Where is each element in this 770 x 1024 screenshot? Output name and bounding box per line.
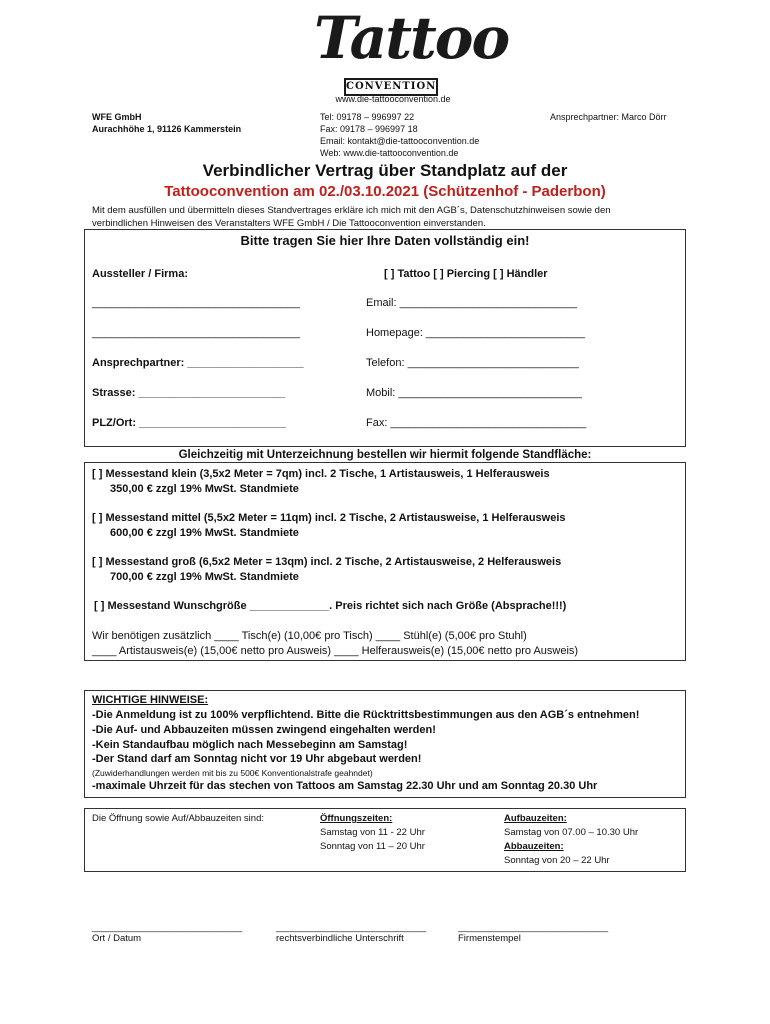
logo-convention-text: CONVENTION — [344, 78, 438, 96]
note-3: -Kein Standaufbau möglich nach Messebeginn am Samstag! — [92, 739, 408, 751]
stand-small-option[interactable]: [ ] Messestand klein (3,5x2 Meter = 7qm) incl. 2 Tische, 1 Artistausweis, 1 Helferausweis — [92, 468, 550, 480]
exhibitor-type-checkboxes[interactable]: [ ] Tattoo [ ] Piercing [ ] Händler — [384, 268, 548, 280]
note-penalty: (Zuwiderhandlungen werden mit bis zu 500€ Konventionalstrafe geahndet) — [92, 768, 373, 778]
contact-person-field[interactable]: Ansprechpartner: ___________________ — [92, 357, 304, 369]
mobile-field[interactable]: Mobil: ______________________________ — [366, 387, 582, 399]
company-name-field[interactable]: __________________________________ — [92, 297, 301, 309]
phone-field[interactable]: Telefon: ____________________________ — [366, 357, 579, 369]
street-field[interactable]: Strasse: ________________________ — [92, 387, 286, 399]
fax-line: Fax: 09178 – 996997 18 — [320, 124, 418, 134]
aussteller-label: Aussteller / Firma: — [92, 268, 188, 280]
note-5: -maximale Uhrzeit für das stechen von Tattoos am Samstag 22.30 Uhr und am Sonntag 20.30 Uhr — [92, 780, 598, 792]
stand-large-price: 700,00 € zzgl 19% MwSt. Standmiete — [110, 571, 299, 583]
stand-large-option[interactable]: [ ] Messestand groß (6,5x2 Meter = 13qm) incl. 2 Tische, 2 Artistausweise, 2 Helferausweis — [92, 556, 562, 568]
intro-line-1: Mit dem ausfüllen und übermitteln dieses Standvertrages erkläre ich mich mit den AGB´s, Datenschutzhinweisen sowie den — [92, 205, 611, 216]
note-4: -Der Stand darf am Sonntag nicht vor 19 Uhr abgebaut werden! — [92, 753, 422, 765]
stand-small-price: 350,00 € zzgl 19% MwSt. Standmiete — [110, 483, 299, 495]
stamp-label: Firmenstempel — [458, 933, 521, 944]
company-name-field-2[interactable]: __________________________________ — [92, 327, 301, 339]
contract-title: Verbindlicher Vertrag über Standplatz auf der — [202, 161, 568, 180]
stand-medium-option[interactable]: [ ] Messestand mittel (5,5x2 Meter = 11qm) incl. 2 Tische, 2 Artistausweise, 1 Helferausweis — [92, 512, 566, 524]
contact-person: Ansprechpartner: Marco Dörr — [550, 112, 667, 122]
event-title: Tattooconvention am 02./03.10.2021 (Schützenhof - Paderbon) — [164, 183, 606, 200]
company-name: WFE GmbH — [92, 112, 142, 122]
extras-line-2[interactable]: ____ Artistausweis(e) (15,00€ netto pro Ausweis) ____ Helferausweis(e) (15,00€ netto pro Ausweis) — [92, 645, 579, 657]
web-line: Web: www.die-tattooconvention.de — [320, 148, 459, 158]
place-date-label: Ort / Datum — [92, 933, 142, 944]
note-1: -Die Anmeldung ist zu 100% verpflichtend. Bitte die Rücktrittsbestimmungen aus den AGB´s entnehmen! — [92, 709, 640, 721]
stand-custom-option[interactable]: [ ] Messestand Wunschgröße _____________. Preis richtet sich nach Größe (Absprache!!!) — [94, 600, 567, 612]
teardown-times-heading: Abbauzeiten: — [504, 841, 564, 852]
teardown-sunday: Sonntag von 20 – 22 Uhr — [504, 855, 610, 866]
opening-times-heading: Öffnungszeiten: — [320, 813, 393, 824]
notes-heading: WICHTIGE HINWEISE: — [92, 694, 209, 706]
tel-line: Tel: 09178 – 996997 22 — [320, 112, 415, 122]
logo-script-text: Tattoo — [314, 4, 509, 72]
setup-saturday: Samstag von 07.00 – 10.30 Uhr — [504, 827, 639, 838]
logo-url: www.die-tattooconvention.de — [335, 94, 451, 104]
email-line: Email: kontakt@die-tattooconvention.de — [320, 136, 480, 146]
opening-sunday: Sonntag von 11 – 20 Uhr — [320, 841, 425, 852]
tattoo-convention-logo — [300, 4, 509, 104]
homepage-field[interactable]: Homepage: __________________________ — [366, 327, 585, 339]
opening-saturday: Samstag von 11 - 22 Uhr — [320, 827, 425, 838]
fax-field[interactable]: Fax: ________________________________ — [366, 417, 587, 429]
email-field[interactable]: Email: _____________________________ — [366, 297, 578, 309]
extras-line-1[interactable]: Wir benötigen zusätzlich ____ Tisch(e) (10,00€ pro Tisch) ____ Stühl(e) (5,00€ pro Stuhl) — [92, 630, 527, 642]
sig-line-signature[interactable]: ______________________________ — [276, 922, 427, 932]
order-heading: Gleichzeitig mit Unterzeichnung bestellen wir hiermit folgende Standfläche: — [178, 449, 592, 461]
signature-label: rechtsverbindliche Unterschrift — [276, 933, 404, 944]
stand-medium-price: 600,00 € zzgl 19% MwSt. Standmiete — [110, 527, 299, 539]
sig-line-stamp[interactable]: ______________________________ — [458, 922, 609, 932]
company-address: Aurachhöhe 1, 91126 Kammerstein — [92, 124, 242, 134]
zip-city-field[interactable]: PLZ/Ort: ________________________ — [92, 417, 286, 429]
form-heading: Bitte tragen Sie hier Ihre Daten vollständig ein! — [240, 233, 530, 248]
times-label: Die Öffnung sowie Auf/Abbauzeiten sind: — [92, 813, 264, 824]
setup-times-heading: Aufbauzeiten: — [504, 813, 567, 824]
intro-line-2: verbindlichen Hinweisen des Veranstalters WFE GmbH / Die Tattooconvention einverstanden. — [92, 218, 486, 229]
sig-line-date[interactable]: ______________________________ — [92, 922, 243, 932]
note-2: -Die Auf- und Abbauzeiten müssen zwingend eingehalten werden! — [92, 724, 436, 736]
